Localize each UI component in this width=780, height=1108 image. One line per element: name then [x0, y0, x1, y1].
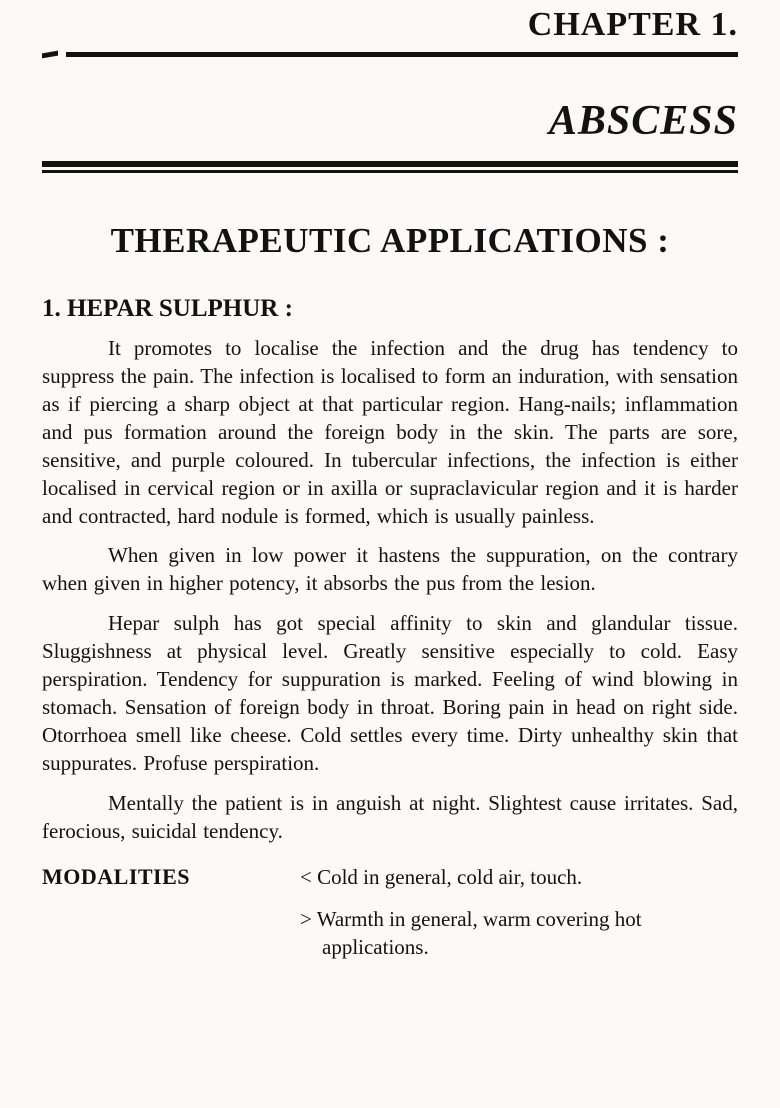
- modality-item-cold: < Cold in general, cold air, touch.: [300, 864, 583, 889]
- remedy-heading: 1. HEPAR SULPHUR :: [42, 295, 293, 322]
- chapter-title: ABSCESS: [548, 98, 738, 144]
- double-rule-bottom: [42, 170, 738, 173]
- section-heading: THERAPEUTIC APPLICATIONS :: [110, 221, 670, 260]
- modalities-section: [42, 864, 738, 976]
- divider-dash: [42, 51, 58, 59]
- double-rule-top: [42, 161, 738, 167]
- modality-item-warmth: > Warmth in general, warm covering hot applications.: [300, 906, 642, 959]
- modalities-label: MODALITIES: [42, 863, 191, 889]
- divider-line: [66, 52, 738, 57]
- paragraph-4: Mentally the patient is in anguish at night. Slightest cause irritates. Sad, ferocious, suicidal tendency.: [42, 790, 738, 843]
- paragraph-2: When given in low power it hastens the suppuration, on the contrary when given in higher potency, it absorbs the pus from the lesion.: [42, 543, 738, 596]
- paragraph-1: It promotes to localise the infection and the drug has tendency to suppress the pain. The infection is localised to form an induration, with sensation as if piercing a sharp object at that particular region. Hang-nails; inflammation and pus formation around the foreign body in the skin. The parts are sore, sensitive, and purple coloured. In tubercular infections, the infection is either localised in cervical region or in axilla or supraclavicular region and it is harder and contracted, hard nodule is formed, which is usually painless.: [42, 336, 738, 528]
- top-divider: [42, 52, 738, 57]
- paragraph-3: Hepar sulph has got special affinity to skin and glandular tissue. Sluggishness at physical level. Greatly sensitive especially to cold. Easy perspiration. Tendency for suppuration is marked. Feeling of wind blowing in stomach. Sensation of foreign body in throat. Boring pain in head on right side. Otorrhoea smell like cheese. Cold settles every time. Dirty unhealthy skin that suppurates. Profuse perspiration.: [42, 611, 738, 775]
- chapter-label: CHAPTER 1.: [527, 6, 738, 43]
- modalities-list: [300, 864, 738, 976]
